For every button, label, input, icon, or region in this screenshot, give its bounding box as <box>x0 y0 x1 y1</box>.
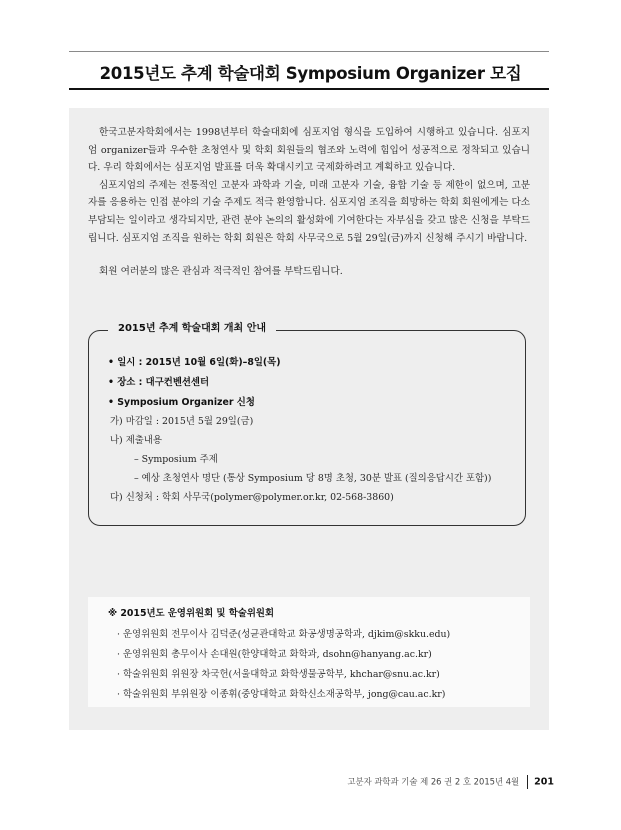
footer-divider <box>527 775 528 789</box>
committee-box <box>88 597 530 707</box>
submission-contents: 나) 제출내용 <box>110 435 162 446</box>
organizer-application: • Symposium Organizer 신청 <box>108 397 255 408</box>
committee-heading: ※ 2015년도 운영위원회 및 학술위원회 <box>108 608 274 619</box>
application-deadline: 가) 마감일 : 2015년 5월 29일(금) <box>110 416 254 427</box>
title-rule <box>69 88 549 90</box>
application-contact: 다) 신청처 : 학회 사무국(polymer@polymer.or.kr, 02-568-3860) <box>110 492 394 503</box>
intro-paragraph-1: 한국고분자학회에서는 1998년부터 학술대회에 심포지엄 형식을 도입하여 시행하고 있습니다. 심포지엄 organizer들과 우수한 초청연사 및 학회 회원들의 협조와 노력에 힘입어 성공적으로 정착되고 있습니다. 우리 학회에서는 심포지엄 발표를 더욱 확대시키고 국제화하려고 계획하고 있습니다. <box>88 127 530 174</box>
info-box-title: 2015년 추계 학술대회 개최 안내 <box>108 319 276 334</box>
page-number: 201 <box>534 776 554 788</box>
committee-member: · 학술위원회 위원장 차국헌(서울대학교 화학생물공학부, khchar@snu.ac.kr) <box>117 669 440 680</box>
journal-info: 고분자 과학과 기술 제 26 권 2 호 2015년 4월 <box>347 776 520 787</box>
top-rule <box>69 51 549 52</box>
event-date: • 일시 : 2015년 10월 6일(화)–8일(목) <box>108 357 281 368</box>
submission-item-topic: – Symposium 주제 <box>134 454 218 465</box>
intro-paragraph-3: 회원 여러분의 많은 관심과 적극적인 참여를 부탁드립니다. <box>99 266 343 278</box>
event-venue: • 장소 : 대구컨벤션센터 <box>108 377 210 388</box>
intro-text <box>88 124 530 281</box>
submission-item-speakers: – 예상 초청연사 명단 (통상 Symposium 당 8명 초청, 30분 발표 (질의응답시간 포함)) <box>134 473 492 484</box>
committee-member: · 운영위원회 총무이사 손대원(한양대학교 화학과, dsohn@hanyang.ac.kr) <box>117 649 432 660</box>
page-footer <box>347 775 554 789</box>
intro-paragraph-2: 심포지엄의 주제는 전통적인 고분자 과학과 기술, 미래 고분자 기술, 융합 기술 등 제한이 없으며, 고분자를 응용하는 인접 분야의 기술 주제도 적극 환영합니다. 심포지엄 조직을 희망하는 학회 회원에게는 다소 부담되는 일이라고 생각되지만, 관련 분야 논의의 활성화에 기여한다는 자부심을 갖고 많은 신청을 부탁드립니다. 심포지엄 조직을 원하는 학회 회원은 학회 사무국으로 5월 29일(금)까지 신청해 주시기 바랍니다. <box>88 179 530 244</box>
page-title: 2015년도 추계 학술대회 Symposium Organizer 모집 <box>99 64 522 83</box>
committee-member: · 학술위원회 부위원장 이종휘(중앙대학교 화학신소재공학부, jong@cau.ac.kr) <box>117 689 446 700</box>
committee-member: · 운영위원회 전무이사 김덕준(성균관대학교 화공생명공학과, djkim@skku.edu) <box>117 629 451 640</box>
